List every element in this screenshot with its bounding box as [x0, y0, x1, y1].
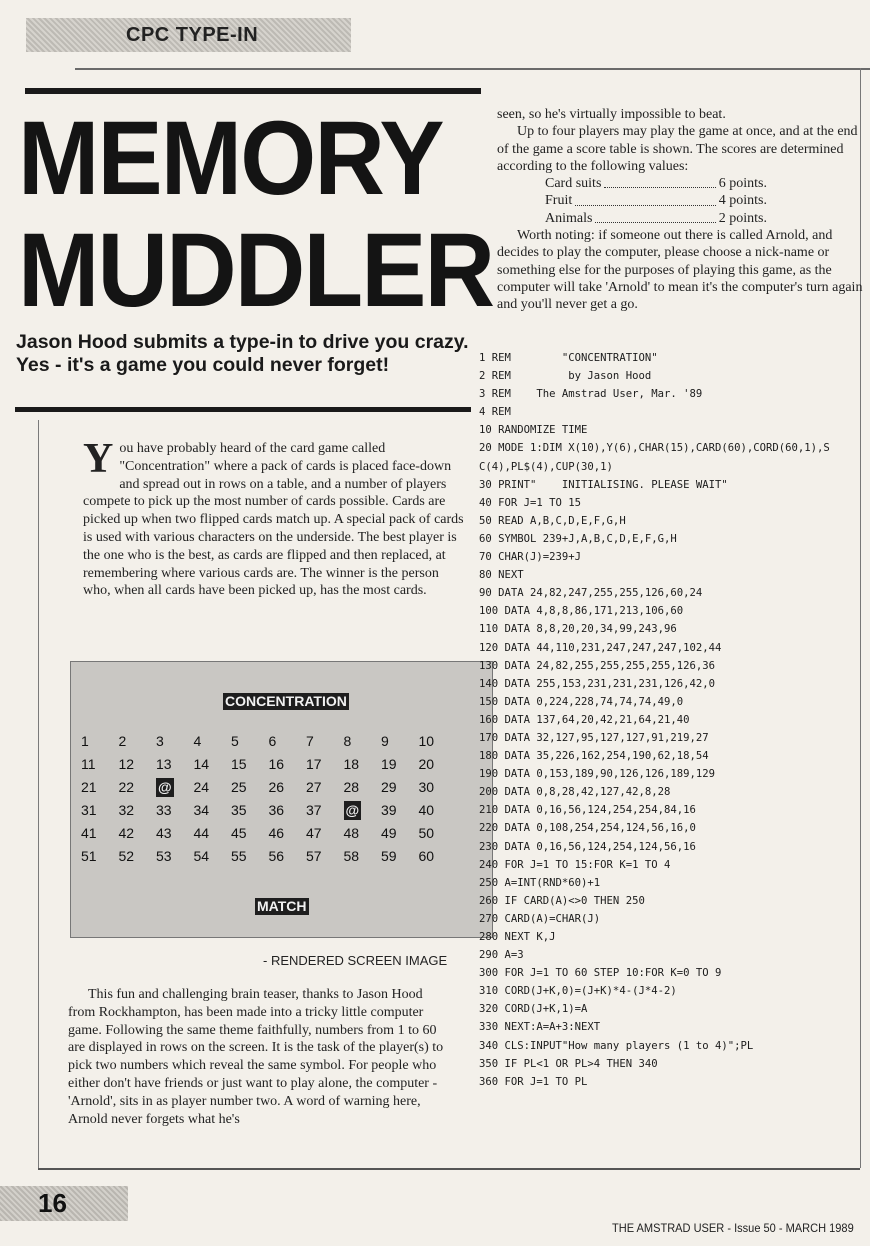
code-line: 260 IF CARD(A)<>0 THEN 250	[479, 894, 645, 907]
code-line: 180 DATA 35,226,162,254,190,62,18,54	[479, 750, 709, 763]
grid-cell: 9	[381, 733, 389, 749]
frame-rule-left	[38, 420, 39, 1170]
grid-cell: 44	[193, 825, 210, 841]
score-label: Card suits	[545, 176, 602, 192]
grid-cell: 42	[118, 825, 135, 841]
grid-cell: 26	[268, 779, 285, 795]
grid-cell: 11	[81, 756, 96, 772]
code-line: 220 DATA 0,108,254,254,124,56,16,0	[479, 822, 696, 835]
code-line: 150 DATA 0,224,228,74,74,74,49,0	[479, 695, 684, 708]
frame-rule-bottom	[38, 1168, 860, 1170]
code-line: 190 DATA 0,153,189,90,126,126,189,129	[479, 768, 715, 781]
grid-cell: 57	[306, 848, 322, 864]
grid-cell: 15	[231, 756, 247, 772]
grid-cell: 4	[193, 733, 202, 749]
grid-cell: 55	[231, 848, 247, 864]
code-line: 240 FOR J=1 TO 15:FOR K=1 TO 4	[479, 858, 671, 871]
right-column-text	[497, 106, 867, 314]
grid-cell: 8	[343, 733, 352, 749]
grid-cell: 1	[81, 733, 89, 749]
code-line: 160 DATA 137,64,20,42,21,64,21,40	[479, 713, 690, 726]
score-row	[545, 175, 767, 192]
grid-cell: 41	[81, 825, 97, 841]
code-line: 170 DATA 32,127,95,127,127,91,219,27	[479, 731, 709, 744]
score-row	[545, 210, 767, 227]
right-paragraph-2: Up to four players may play the game at once, and at the end of the game a score table is shown. The scores are determined according to the following values:	[497, 124, 858, 174]
grid-cell: 19	[381, 756, 397, 772]
game-screen-figure	[70, 661, 493, 938]
grid-cell: 54	[193, 848, 210, 864]
grid-cell: 31	[81, 802, 97, 818]
grid-cell: 56	[268, 848, 285, 864]
grid-cell: 30	[418, 779, 435, 795]
frame-rule-top	[75, 68, 870, 70]
code-line: 320 CORD(J+K,1)=A	[479, 1003, 588, 1016]
grid-cell: 20	[418, 756, 435, 772]
number-grid	[81, 732, 456, 866]
grid-cell: 21	[81, 779, 97, 795]
code-line: 2 REM by Jason Hood	[479, 370, 652, 383]
code-line: 3 REM The Amstrad User, Mar. '89	[479, 388, 703, 401]
grid-cell: 49	[381, 825, 397, 841]
grid-cell: 53	[156, 848, 172, 864]
grid-cell: 34	[193, 802, 210, 818]
grid-cell: 46	[268, 825, 285, 841]
code-line: 360 FOR J=1 TO PL	[479, 1075, 588, 1088]
code-line: 90 DATA 24,82,247,255,255,126,60,24	[479, 587, 703, 600]
grid-cell: 12	[118, 756, 135, 772]
score-label: Fruit	[545, 193, 573, 209]
score-table	[545, 175, 867, 227]
grid-cell: 7	[306, 733, 314, 749]
code-line: 100 DATA 4,8,8,86,171,213,106,60	[479, 605, 684, 618]
code-line: 60 SYMBOL 239+J,A,B,C,D,E,F,G,H	[479, 532, 677, 545]
subhead-rule	[15, 407, 471, 412]
page-number: 16	[38, 1188, 67, 1218]
code-line: 1 REM "CONCENTRATION"	[479, 352, 658, 364]
grid-cell: 16	[268, 756, 285, 772]
grid-cell: 39	[381, 802, 397, 818]
drop-cap: Y	[83, 436, 114, 482]
grid-cell: 22	[118, 779, 135, 795]
grid-cell: 50	[418, 825, 435, 841]
grid-cell: 27	[306, 779, 322, 795]
grid-cell: 52	[118, 848, 135, 864]
grid-cell: 24	[193, 779, 210, 795]
code-line: 250 A=INT(RND*60)+1	[479, 876, 601, 889]
code-line: 270 CARD(A)=CHAR(J)	[479, 912, 601, 925]
screen-title: CONCENTRATION	[225, 693, 347, 709]
code-line: 200 DATA 0,8,28,42,127,42,8,28	[479, 786, 671, 799]
grid-cell: 47	[306, 825, 322, 841]
code-line: 110 DATA 8,8,20,20,34,99,243,96	[479, 623, 677, 636]
score-points: 6 points.	[718, 176, 767, 192]
figure-caption: - RENDERED SCREEN IMAGE	[263, 953, 448, 968]
grid-cell: 6	[268, 733, 277, 749]
intro-paragraph	[83, 436, 468, 600]
code-line: 80 NEXT	[479, 569, 524, 582]
right-paragraph-1: seen, so he's virtually impossible to beat.	[497, 107, 726, 122]
title-line-2: MUDDLER	[18, 212, 494, 329]
code-line: 140 DATA 255,153,231,231,231,126,42,0	[479, 677, 715, 690]
score-points: 2 points.	[718, 210, 767, 226]
grid-cell: 13	[156, 756, 172, 772]
screen-match-label: MATCH	[257, 898, 307, 914]
code-line: 330 NEXT:A=A+3:NEXT	[479, 1021, 601, 1034]
grid-cell: 29	[381, 779, 397, 795]
grid-cell: 25	[231, 779, 247, 795]
section-header: CPC TYPE-IN	[126, 24, 259, 46]
basic-code-listing	[479, 349, 869, 1091]
grid-cell: 43	[156, 825, 172, 841]
code-line: 4 REM	[479, 406, 511, 419]
code-line: 280 NEXT K,J	[479, 931, 556, 943]
code-line: C(4),PL$(4),CUP(30,1)	[479, 460, 613, 473]
code-line: 290 A=3	[479, 949, 524, 962]
score-label: Animals	[545, 210, 593, 226]
title-line-1: MEMORY	[18, 100, 443, 217]
revealed-card-cell: @	[158, 779, 172, 795]
code-line: 310 CORD(J+K,0)=(J+K)*4-(J*4-2)	[479, 985, 677, 998]
grid-cell: 33	[156, 802, 172, 818]
code-line: 130 DATA 24,82,255,255,255,255,126,36	[479, 659, 715, 672]
code-line: 30 PRINT" INITIALISING. PLEASE WAIT"	[479, 478, 728, 491]
code-line: 350 IF PL<1 OR PL>4 THEN 340	[479, 1057, 658, 1070]
code-line: 20 MODE 1:DIM X(10),Y(6),CHAR(15),CARD(60),CORD(60,1),S	[479, 442, 830, 455]
right-paragraph-3: Worth noting: if someone out there is called Arnold, and decides to play the computer, please choose a nick-name or something else for the purposes of playing this game, as the computer will take 'Arnold' to mean it's the computer's turn again and you'll never get a go.	[497, 228, 863, 313]
grid-cell: 17	[306, 756, 322, 772]
grid-cell: 37	[306, 802, 322, 818]
code-line: 70 CHAR(J)=239+J	[479, 551, 582, 564]
grid-cell: 51	[81, 848, 97, 864]
code-line: 120 DATA 44,110,231,247,247,247,102,44	[479, 641, 722, 654]
grid-cell: 10	[418, 733, 435, 749]
score-row	[545, 192, 767, 209]
grid-cell: 60	[418, 848, 435, 864]
code-line: 10 RANDOMIZE TIME	[479, 424, 588, 437]
grid-cell: 35	[231, 802, 247, 818]
body-paragraph: This fun and challenging brain teaser, thanks to Jason Hood from Rockhampton, has been made into a tricky little computer game. Following the same theme faithfully, numbers from 1 to 60 are displayed in rows on the screen. It is the task of the player(s) to pick two numbers which reveal the same symbol. For people who either don't have friends or just want to play alone, the computer - 'Arnold', sits in as player number two. A word of warning here, Arnold never forgets what he's	[68, 987, 444, 1127]
grid-cell: 28	[343, 779, 360, 795]
code-line: 300 FOR J=1 TO 60 STEP 10:FOR K=0 TO 9	[479, 967, 722, 980]
grid-cell: 2	[118, 733, 127, 749]
code-line: 340 CLS:INPUT"How many players (1 to 4)";PL	[479, 1039, 754, 1052]
intro-text: ou have probably heard of the card game called "Concentration" where a pack of cards is placed face-down and spread out in rows on a table, and a number of players compete to pick up the most number of cards possible. Cards are picked up when two flipped cards match up. A special pack of cards is used with various characters on the underside. The best player is the one who is the best, as cards are flipped and then replaced, at remembering where various cards are. The winner is the person who, when all cards have been picked up, has the most cards.	[83, 441, 464, 599]
grid-cell: 59	[381, 848, 397, 864]
grid-cell: 14	[193, 756, 210, 772]
score-points: 4 points.	[718, 193, 767, 209]
article-subhead: Jason Hood submits a type-in to drive you crazy. Yes - it's a game you could never forget!	[16, 331, 469, 376]
code-line: 210 DATA 0,16,56,124,254,254,84,16	[479, 804, 696, 817]
grid-cell: 18	[343, 756, 360, 772]
grid-cell: 40	[418, 802, 435, 818]
revealed-card-cell: @	[345, 802, 360, 818]
grid-cell: 48	[343, 825, 360, 841]
grid-cell: 32	[118, 802, 135, 818]
publication-footer: THE AMSTRAD USER - Issue 50 - MARCH 1989	[612, 1221, 854, 1235]
grid-cell: 45	[231, 825, 247, 841]
code-line: 230 DATA 0,16,56,124,254,124,56,16	[479, 840, 696, 853]
title-rule-top	[25, 88, 481, 94]
grid-cell: 58	[343, 848, 360, 864]
code-line: 40 FOR J=1 TO 15	[479, 496, 582, 509]
code-line: 50 READ A,B,C,D,E,F,G,H	[479, 514, 626, 527]
grid-cell: 5	[231, 733, 239, 749]
grid-cell: 36	[268, 802, 285, 818]
grid-cell: 3	[156, 733, 164, 749]
